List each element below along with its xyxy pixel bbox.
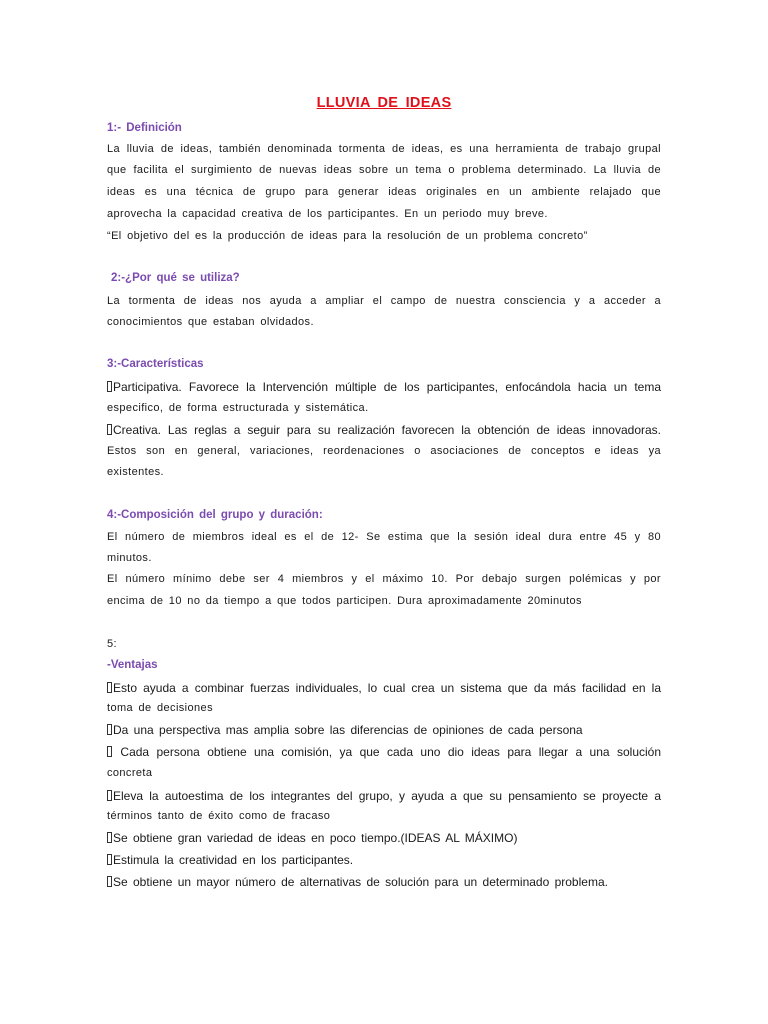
bullet-icon bbox=[107, 854, 112, 865]
bullet-text: Se obtiene un mayor número de alternativas de solución para un determinado problema. bbox=[113, 875, 608, 889]
bullet-icon bbox=[107, 746, 112, 757]
bullet-icon bbox=[107, 832, 112, 843]
bullet-text: Participativa. Favorece la Intervención múltiple de los participantes, enfocándola hacia un tema bbox=[113, 380, 661, 394]
bullet-icon bbox=[107, 381, 112, 392]
section-1-heading: 1:- Definición bbox=[107, 122, 182, 134]
paragraph-line: conocimientos que estaban olvidados. bbox=[107, 316, 314, 328]
paragraph-line: El número mínimo debe ser 4 miembros y el máximo 10. Por debajo surgen polémicas y por bbox=[107, 573, 661, 585]
bullet-text: Esto ayuda a combinar fuerzas individuales, lo cual crea un sistema que da más facilidad en la bbox=[113, 681, 661, 695]
paragraph-line: toma de decisiones bbox=[107, 702, 213, 714]
bullet-icon bbox=[107, 724, 112, 735]
bullet-item bbox=[107, 853, 661, 867]
bullet-text: Creativa. Las reglas a seguir para su realización favorecen la obtención de ideas innovadoras. bbox=[113, 423, 661, 437]
paragraph-line: minutos. bbox=[107, 552, 152, 564]
bullet-item bbox=[107, 423, 661, 437]
bullet-item bbox=[107, 831, 661, 845]
bullet-icon bbox=[107, 790, 112, 801]
bullet-text: Cada persona obtiene una comisión, ya que cada uno dio ideas para llegar a una solución bbox=[113, 745, 661, 759]
bullet-text: Da una perspectiva mas amplia sobre las diferencias de opiniones de cada persona bbox=[113, 723, 583, 737]
paragraph-line: términos tanto de éxito como de fracaso bbox=[107, 810, 331, 822]
paragraph-line: La tormenta de ideas nos ayuda a ampliar el campo de nuestra consciencia y a acceder a bbox=[107, 295, 661, 307]
section-4-heading: 4:-Composición del grupo y duración: bbox=[107, 509, 323, 521]
bullet-text: Estimula la creatividad en los participantes. bbox=[113, 853, 354, 867]
paragraph-line: encima de 10 no da tiempo a que todos participen. Dura aproximadamente 20minutos bbox=[107, 595, 582, 607]
paragraph-line: existentes. bbox=[107, 466, 164, 478]
bullet-text: Se obtiene gran variedad de ideas en poco tiempo.(IDEAS AL MÁXIMO) bbox=[113, 831, 518, 845]
paragraph-line: especifico, de forma estructurada y sistemática. bbox=[107, 402, 369, 414]
paragraph-line: concreta bbox=[107, 767, 153, 779]
bullet-icon bbox=[107, 424, 112, 435]
bullet-item bbox=[107, 789, 661, 803]
bullet-item bbox=[107, 723, 661, 737]
section-3-heading: 3:-Características bbox=[107, 358, 204, 370]
paragraph-line: El número de miembros ideal es el de 12- Se estima que la sesión ideal dura entre 45 y 80 bbox=[107, 531, 661, 543]
bullet-item bbox=[107, 875, 661, 889]
paragraph-line: que facilita el surgimiento de nuevas ideas sobre un tema o problema determinado. La lluvia de bbox=[107, 164, 661, 176]
paragraph-line: ideas es una técnica de grupo para generar ideas originales en un ambiente relajado que bbox=[107, 186, 661, 198]
quote-line: “El objetivo del es la producción de ideas para la resolución de un problema concreto” bbox=[107, 230, 588, 242]
section-5-number: 5: bbox=[107, 638, 117, 650]
bullet-icon bbox=[107, 682, 112, 693]
bullet-icon bbox=[107, 876, 112, 887]
page-title: LLUVIA DE IDEAS bbox=[316, 95, 452, 111]
bullet-item bbox=[107, 380, 661, 394]
bullet-item bbox=[107, 681, 661, 695]
paragraph-line: La lluvia de ideas, también denominada tormenta de ideas, es una herramienta de trabajo grupal bbox=[107, 143, 661, 155]
bullet-text: Eleva la autoestima de los integrantes del grupo, y ayuda a que su pensamiento se proyecte a bbox=[113, 789, 661, 803]
paragraph-line: Estos son en general, variaciones, reordenaciones o asociaciones de conceptos e ideas ya bbox=[107, 445, 661, 457]
section-2-heading: 2:-¿Por qué se utiliza? bbox=[111, 272, 240, 284]
bullet-item bbox=[107, 745, 661, 759]
paragraph-line: aprovecha la capacidad creativa de los participantes. En un periodo muy breve. bbox=[107, 208, 548, 220]
section-5-heading: -Ventajas bbox=[107, 659, 158, 671]
